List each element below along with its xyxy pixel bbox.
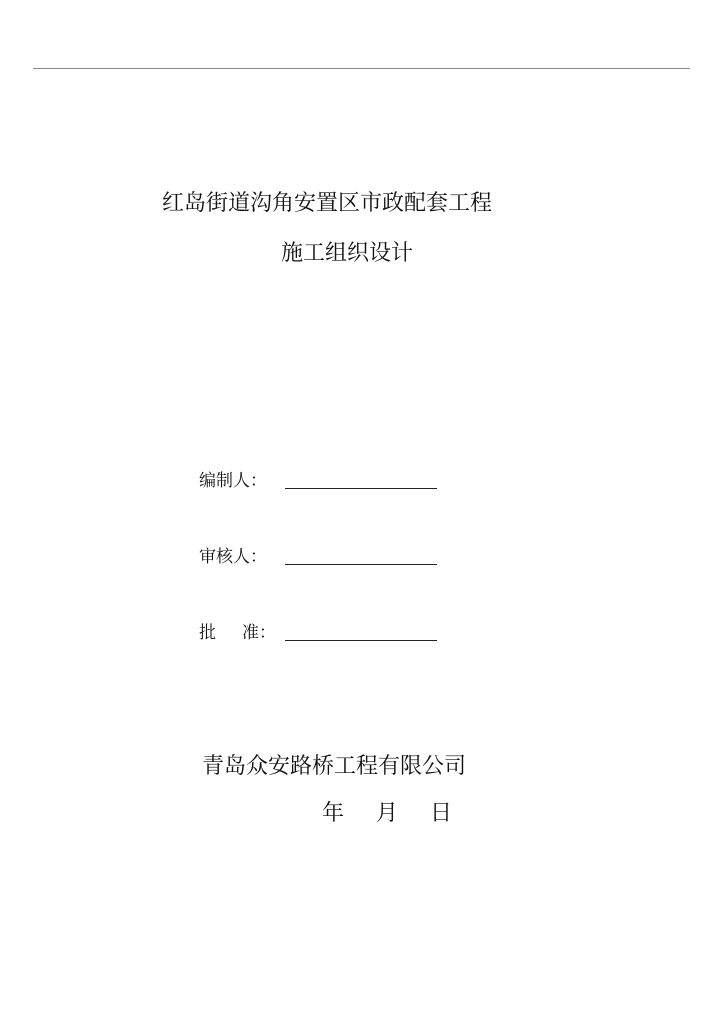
date-line <box>322 800 452 828</box>
approver-label-part2: 准： <box>242 623 276 643</box>
signature-row-reviewer <box>199 544 437 568</box>
approver-label <box>199 622 285 644</box>
date-month-label: 月 <box>376 801 399 826</box>
header-rule <box>33 68 690 69</box>
compiler-label: 编制人： <box>199 471 267 491</box>
approver-signature-line <box>285 640 437 641</box>
document-title: 红岛街道沟角安置区市政配套工程 <box>162 191 493 216</box>
signature-row-compiler <box>199 468 437 492</box>
signature-row-approver <box>199 620 437 644</box>
date-year-label: 年 <box>322 801 345 826</box>
compiler-signature-line <box>285 488 437 489</box>
date-day-label: 日 <box>430 801 453 826</box>
reviewer-signature-line <box>285 564 437 565</box>
document-subtitle: 施工组织设计 <box>281 241 414 266</box>
approver-label-part1: 批 <box>199 623 242 643</box>
reviewer-label: 审核人： <box>199 547 267 567</box>
company-name: 青岛众安路桥工程有限公司 <box>202 754 467 779</box>
